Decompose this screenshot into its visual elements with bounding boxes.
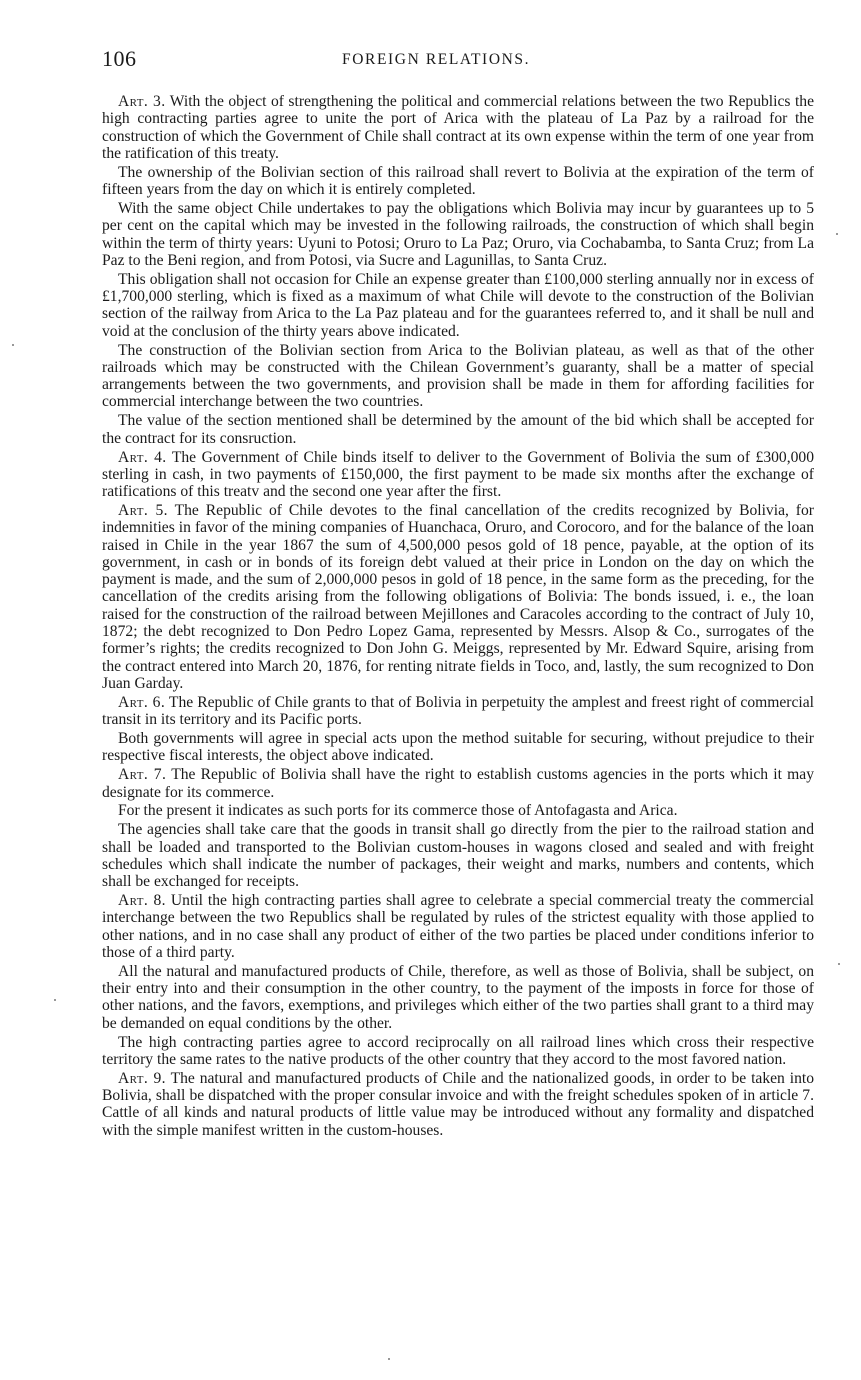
paragraph-text: Until the high contracting parties shall agree to celebrate a special commercial treaty the commercial interchange between the two Republics shall be regulated by rules of the strictest equality with those applied to other nations, and in no case shall any product of either of the two parties be placed under conditions inferior to those of a third party.: [102, 892, 815, 961]
paragraph-art-7: [102, 766, 814, 801]
treaty-text: [102, 93, 814, 1141]
running-title: FOREIGN RELATIONS.: [342, 51, 531, 68]
paragraph-text: This obligation shall not occasion for Chile an expense greater than £100,000 sterling annually nor in excess of £1,700,000 sterling, which is fixed as a maximum of what Chile will devote to the construction of the Bolivian section of the railway from Arica to the La Paz plateau and for the guarantees referred to, and it shall be null and void at the conclusion of the thirty years above indicated.: [102, 270, 814, 340]
paragraph-art-5: [102, 502, 814, 692]
article-label: Art. 9.: [118, 1069, 166, 1087]
paragraph-art-9: [102, 1070, 814, 1139]
scan-speck: [12, 344, 14, 346]
article-label: Art. 5.: [118, 501, 168, 519]
paragraph-text: With the object of strengthening the political and commercial relations between the two Republics the high contracting parties agree to unite the port of Arica with the plateau of La Paz by a railroad for the construction of which the Government of Chile shall contract at its own expense within the term of one year from the ratification of this treaty.: [102, 93, 814, 162]
paragraph: [102, 963, 814, 1032]
paragraph-text: The construction of the Bolivian section from Arica to the Bolivian plateau, as well as that of the other railroads which may be constructed with the Chilean Government’s guaranty, shall be a matter of special arrangements between the two governments, and provision shall be made in them for affording facilities for commercial interchange between the two countries.: [102, 341, 814, 411]
scan-speck: [54, 999, 56, 1001]
paragraph: [102, 1034, 814, 1069]
paragraph-text: The Republic of Chile grants to that of Bolivia in perpetuity the amplest and freest right of commercial transit in its territory and its Pacific ports.: [102, 693, 815, 729]
article-label: Art. 6.: [118, 693, 166, 711]
paragraph: [102, 200, 814, 269]
paragraph: [102, 802, 814, 819]
paragraph: [102, 342, 814, 411]
paragraph-text: The ownership of the Bolivian section of this railroad shall revert to Bolivia at the expiration of the term of fifteen years from the day on which it is entirely completed.: [102, 163, 814, 199]
paragraph-text: Both governments will agree in special acts upon the method suitable for securing, without prejudice to their respective fiscal interests, the object above indicated.: [102, 730, 814, 765]
article-label: Art. 8.: [118, 892, 166, 910]
paragraph: [102, 821, 814, 890]
paragraph: [102, 164, 814, 199]
paragraph-text: The Republic of Chile devotes to the final cancellation of the credits recognized by Bolivia, for indemnities in favor of the mining companies of Huanchaca, Oruro, and Corocoro, and for the balance of the loan raised in Chile in the year 1867 the sum of 4,500,000 pesos gold of 18 pence, payable, at the option of its government, in cash or in bonds of its foreign debt valued at their price in London on the day on which the payment is made, and the sum of 2,000,000 pesos in gold of 18 pence, in the same form as the preceding, for the cancellation of the credits arising from the following obligations of Bolivia: The bonds issued, i. e., the loan raised for the construction of the railroad between Mejillones and Caracoles according to the contract of July 10, 1872; the debt recognized to Don Pedro Lopez Gama, represented by Messrs. Alsop & Co., surrogates of the former’s rights; the credits recognized to Don John G. Meiggs, represented by Mr. Edward Squire, arising from the contract entered into March 20, 1876, for renting nitrate fields in Toco, and, lastly, the sum recognized to Don Juan Garday.: [102, 501, 814, 692]
paragraph-text: With the same object Chile undertakes to pay the obligations which Bolivia may incur by guarantees up to 5 per cent on the capital which may be invested in the following railroads, the construction of which shall begin within the term of thirty years: Uyuni to Potosi; Oruro to La Paz; Oruro, via Cochabamba, to Santa Cruz; from La Paz to the Beni region, and from Potosi, via Sucre and Lagunillas, to Santa Cruz.: [102, 199, 814, 269]
paragraph-text: The agencies shall take care that the goods in transit shall go directly from the pier to the railroad station and shall be loaded and transported to the Bolivian custom-houses in wagons closed and sealed and with freight schedules which shall indicate the number of packages, their weight and marks, numbers and contents, which shall be exchanged for receipts.: [102, 821, 814, 891]
article-label: Art. 3.: [118, 93, 166, 110]
paragraph-text: All the natural and manufactured products of Chile, therefore, as well as those of Bolivia, shall be subject, on their entry into and their consumption in the other country, to the payment of the imposts in force for those of other nations, and the favors, exemptions, and privileges which either of the two parties shall grant to a third may be demanded on equal conditions by the other.: [102, 962, 814, 1032]
paragraph-text: The Republic of Bolivia shall have the right to establish customs agencies in the ports which it may designate for its commerce.: [102, 766, 815, 801]
page-header: [102, 46, 814, 74]
page-number: 106: [102, 46, 137, 71]
paragraph-text: The natural and manufactured products of Chile and the nationalized goods, in order to be taken into Bolivia, shall be dispatched with the proper consular invoice and with the freight schedules spoken of in article 7. Cattle of all kinds and natural products of little value may be introduced without any formality and dispatched with the simple manifest written in the custom-houses.: [102, 1069, 815, 1139]
scan-speck: [836, 233, 838, 235]
paragraph-text: The high contracting parties agree to accord reciprocally on all railroad lines which cross their respective territory the same rates to the native products of the other country that they accord to the most favored nation.: [102, 1033, 814, 1068]
paragraph-text: The value of the section mentioned shall be determined by the amount of the bid which shall be accepted for the contract for its consruction.: [102, 412, 814, 447]
paragraph: [102, 271, 814, 340]
paragraph-art-8: [102, 892, 814, 961]
paragraph-art-4: [102, 449, 814, 501]
scan-speck: [388, 1358, 390, 1360]
paragraph-text: The Government of Chile binds itself to deliver to the Government of Bolivia the sum of £300,000 sterling in cash, in two payments of £150,000, the first payment to be made six months after the exchange of ratifications of this treatv and the second one year after the first.: [102, 448, 815, 501]
paragraph-text: For the present it indicates as such ports for its commerce those of Antofagasta and Arica.: [118, 802, 678, 820]
paragraph-art-3: [102, 93, 814, 162]
article-label: Art. 7.: [118, 766, 167, 784]
paragraph: [102, 730, 814, 765]
paragraph: [102, 412, 814, 447]
paragraph-art-6: [102, 694, 814, 729]
article-label: Art. 4.: [118, 448, 167, 466]
scan-speck: [838, 963, 840, 965]
